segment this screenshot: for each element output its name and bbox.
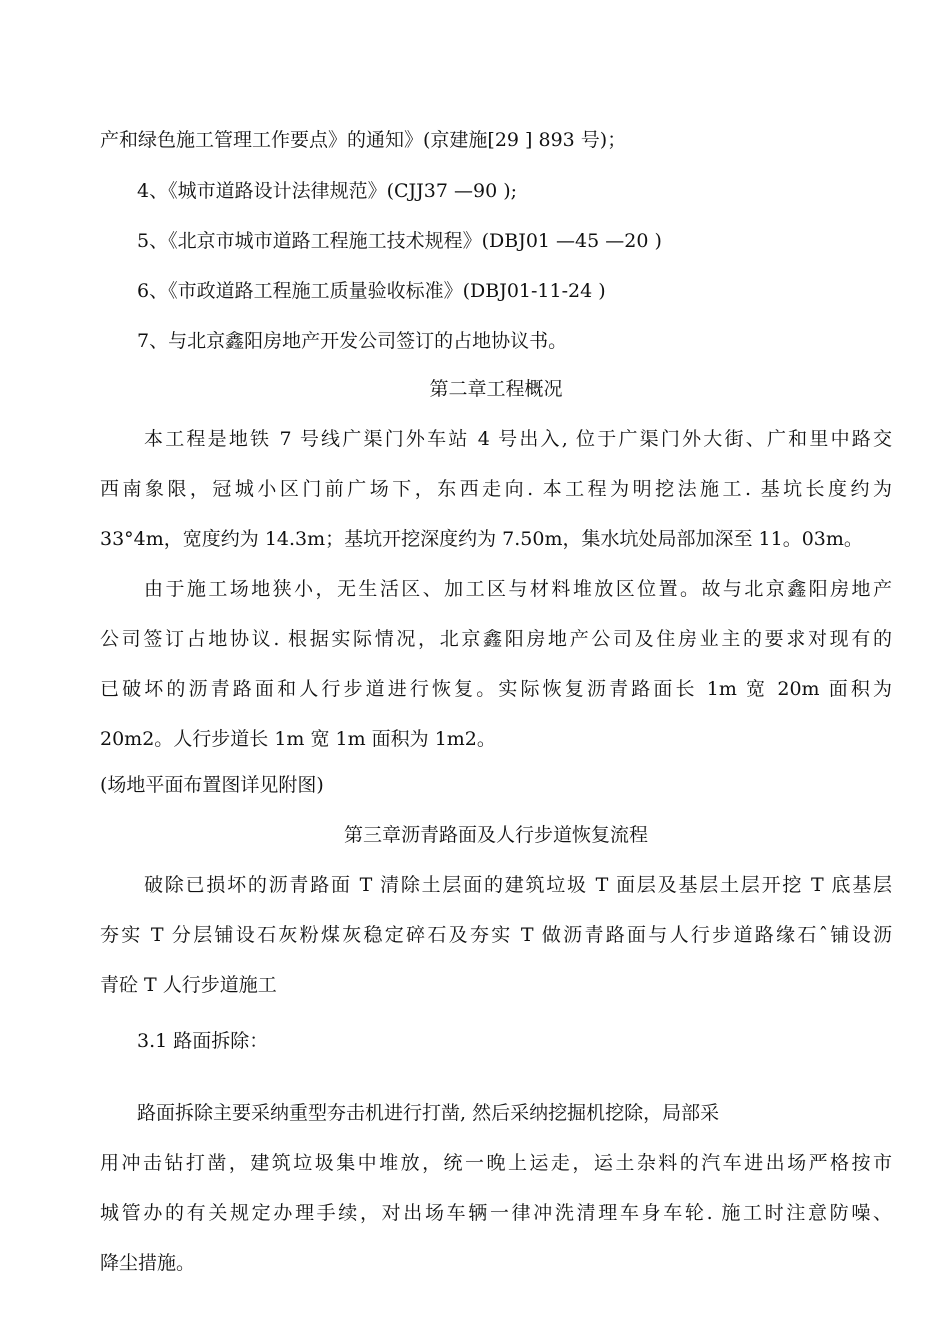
chapter-2-heading: 第二章工程概况: [429, 378, 563, 400]
chapter-3-heading: 第三章沥青路面及人行步道恢复流程: [343, 824, 648, 846]
overview-paragraph-line-3: 33°4m，宽度约为 14.3m；基坑开挖深度约为 7.50m，集水坑处局部加深至 11。03m。: [100, 528, 863, 550]
reference-item-7: 7、与北京鑫阳房地产开发公司签订的占地协议书。: [137, 330, 568, 352]
process-flow-line-3: 青砼 T 人行步道施工: [100, 974, 277, 996]
removal-paragraph-line-4: 降尘措施。: [100, 1252, 196, 1274]
site-paragraph-line-2: 公司签订占地协议. 根据实际情况，北京鑫阳房地产公司及住房业主的要求对现有的: [100, 628, 892, 650]
removal-paragraph-line-1: 路面拆除主要采纳重型夯击机进行打凿, 然后采纳挖掘机挖除，局部采: [137, 1102, 720, 1124]
overview-paragraph-line-2: 西南象限，冠城小区门前广场下，东西走向. 本工程为明挖法施工. 基坑长度约为: [100, 478, 892, 500]
site-paragraph-line-3: 已破坏的沥青路面和人行步道进行恢复。实际恢复沥青路面长 1m 宽 20m 面积为: [100, 678, 892, 700]
reference-item-6: 6、《市政道路工程施工质量验收标准》(DBJ01-11-24 ): [137, 280, 606, 302]
site-paragraph-line-1: 由于施工场地狭小，无生活区、加工区与材料堆放区位置。故与北京鑫阳房地产: [144, 578, 892, 600]
overview-paragraph-line-1: 本工程是地铁 7 号线广渠门外车站 4 号出入, 位于广渠门外大街、广和里中路交: [144, 428, 892, 450]
site-paragraph-line-4: 20m2。人行步道长 1m 宽 1m 面积为 1m2。: [100, 728, 496, 750]
reference-item-4: 4、《城市道路设计法律规范》(CJJ37 —90 );: [137, 180, 518, 202]
process-flow-line-2: 夯实 T 分层铺设石灰粉煤灰稳定碎石及夯实 T 做沥青路面与人行步道路缘石ˆ铺设沥: [100, 924, 892, 946]
section-3-1-heading: 3.1 路面拆除：: [137, 1030, 269, 1052]
reference-item-5: 5、《北京市城市道路工程施工技术规程》(DBJ01 —45 —20 ): [137, 230, 662, 252]
site-plan-note: (场地平面布置图详见附图): [100, 774, 324, 796]
reference-continuation: 产和绿色施工管理工作要点》的通知》(京建施[29 ] 893 号)；: [100, 129, 627, 151]
removal-paragraph-line-3: 城管办的有关规定办理手续，对出场车辆一律冲洗清理车身车轮. 施工时注意防噪、: [100, 1202, 892, 1224]
process-flow-line-1: 破除已损坏的沥青路面 T 清除土层面的建筑垃圾 T 面层及基层土层开挖 T 底基层: [144, 874, 892, 896]
removal-paragraph-line-2: 用冲击钻打凿，建筑垃圾集中堆放，统一晚上运走，运土杂料的汽车进出场严格按市: [100, 1152, 892, 1174]
